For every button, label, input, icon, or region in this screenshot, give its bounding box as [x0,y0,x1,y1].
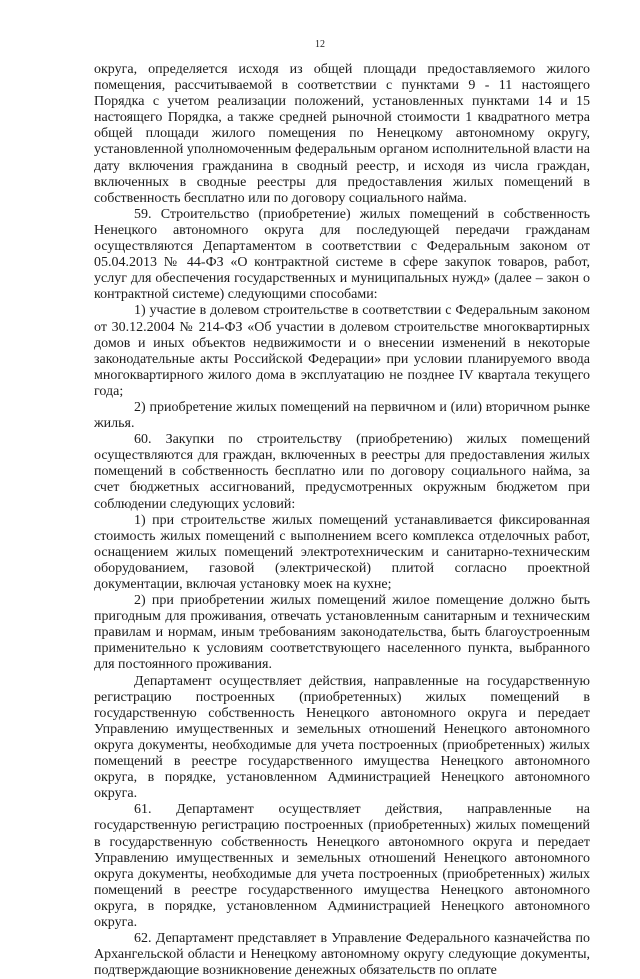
paragraph-59-item-2: 2) приобретение жилых помещений на первичном и (или) вторичном рынке жилья. [94,399,590,432]
paragraph-60: 60. Закупки по строительству (приобретению) жилых помещений осуществляются для граждан, включенных в реестры для предоставления жилых помещений в собственность бесплатно или по договору социального найма, за счет бюджетных ассигнований, предусмотренных окружным бюджетом при соблюдении следующих условий: [94,432,590,512]
page-number: 12 [315,39,325,50]
paragraph-60-item-1: 1) при строительстве жилых помещений устанавливается фиксированная стоимость жилых помещений с выполнением всего комплекса отделочных работ, оснащением жилых помещений электротехническим и санитарно-техническим оборудованием, газовой (электрической) плитой согласно проектной документации, включая установку моек на кухне; [94,512,590,592]
paragraph-59: 59. Строительство (приобретение) жилых помещений в собственность Ненецкого автономного округа для последующей передачи гражданам осуществляются Департаментом в соответствии с Федеральным законом от 05.04.2013 № 44-ФЗ «О контрактной системе в сфере закупок товаров, работ, услуг для обеспечения государственных и муниципальных нужд» (далее – закон о контрактной системе) следующими способами: [94,206,590,303]
paragraph-62: 62. Департамент представляет в Управление Федерального казначейства по Архангельской области и Ненецкому автономному округу следующие документы, подтверждающие возникновение денежных обязательств по оплате [94,931,590,979]
paragraph-58-continued: округа, определяется исходя из общей площади предоставляемого жилого помещения, рассчитываемой в соответствии с пунктами 9 - 11 настоящего Порядка с учетом реализации положений, установленных пунктами 14 и 15 настоящего Порядка, а также средней рыночной стоимости 1 квадратного метра общей площади жилого помещения по Ненецкому автономному округу, установленной уполномоченным федеральным органом исполнительной власти на дату включения гражданина в сводный реестр, и исходя из числа граждан, включенных в сводные реестры для предоставления жилых помещений в собственность бесплатно или по договору социального найма. [94,62,590,206]
paragraph-59-item-1: 1) участие в долевом строительстве в соответствии с Федеральным законом от 30.12.2004 № 214-ФЗ «Об участии в долевом строительстве многоквартирных домов и иных объектов недвижимости и о внесении изменений в некоторые законодательные акты Российской Федерации» при условии планируемого ввода многоквартирного жилого дома в эксплуатацию не позднее IV квартала текущего года; [94,303,590,399]
paragraph-61: 61. Департамент осуществляет действия, направленные на государственную регистрацию построенных (приобретенных) жилых помещений в государственную собственность Ненецкого автономного округа и передает Управлению имущественных и земельных отношений Ненецкого автономного округа документы, необходимые для учета построенных (приобретенных) жилых помещений в реестре государственного имущества Ненецкого автономного округа, в порядке, установленном Администрацией Ненецкого автономного округа. [94,802,590,930]
paragraph-60-item-2: 2) при приобретении жилых помещений жилое помещение должно быть пригодным для проживания, отвечать установленным санитарным и техническим правилам и нормам, иным требованиям законодательства, быть благоустроенным применительно к условиям соответствующего населенного пункта, выбранного для постоянного проживания. [94,593,590,673]
document-body [94,62,590,979]
paragraph-60-department: Департамент осуществляет действия, направленные на государственную регистрацию построенных (приобретенных) жилых помещений в государственную собственность Ненецкого автономного округа и передает Управлению имущественных и земельных отношений Ненецкого автономного округа документы, необходимые для учета построенных (приобретенных) жилых помещений в реестре государственного имущества Ненецкого автономного округа, в порядке, установленном Администрацией Ненецкого автономного округа. [94,673,590,802]
